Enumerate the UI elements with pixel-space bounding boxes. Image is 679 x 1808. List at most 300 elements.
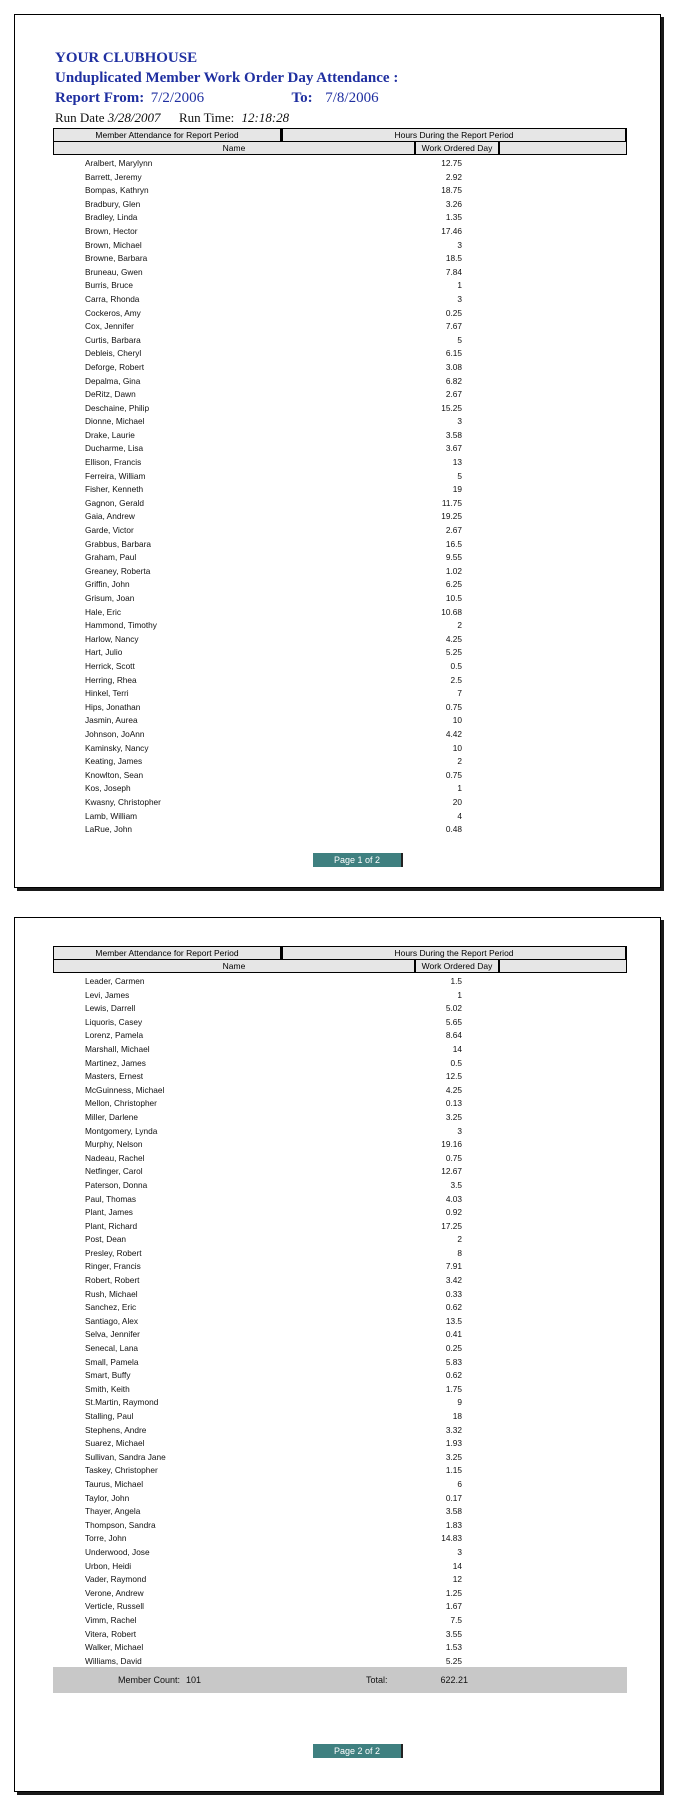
table-row: [53, 1193, 627, 1207]
work-ordered-hours: 19.16: [441, 1139, 462, 1150]
member-name: Miller, Darlene: [85, 1111, 139, 1122]
table-row: [53, 483, 627, 497]
work-ordered-hours: 1.25: [445, 1587, 462, 1598]
table-row: [53, 1043, 627, 1057]
work-ordered-hours: 3: [457, 1125, 462, 1136]
report-from-label: Report From:: [55, 90, 145, 106]
member-name: Lorenz, Pamela: [85, 1030, 144, 1041]
table-row: [53, 198, 627, 212]
member-name: Thompson, Sandra: [85, 1519, 156, 1530]
org-title: YOUR CLUBHOUSE: [55, 50, 198, 66]
table-row: [53, 497, 627, 511]
member-name: Bradley, Linda: [85, 212, 138, 223]
work-ordered-hours: 14: [452, 1560, 462, 1571]
table-row: [53, 728, 627, 742]
work-ordered-hours: 9: [457, 1397, 462, 1408]
work-ordered-hours: 0.25: [445, 307, 462, 318]
work-ordered-hours: 3: [457, 239, 462, 250]
work-ordered-hours: 0.5: [450, 1057, 462, 1068]
member-name: Rush, Michael: [85, 1288, 138, 1299]
member-name: Carra, Rhonda: [85, 293, 140, 304]
member-name: Ringer, Francis: [85, 1261, 141, 1272]
member-name: Small, Pamela: [85, 1356, 139, 1367]
member-name: Grisum, Joan: [85, 593, 135, 603]
work-ordered-hours: 7.5: [450, 1614, 462, 1625]
member-name: Liquoris, Casey: [85, 1016, 143, 1027]
work-ordered-hours: 2.67: [445, 389, 462, 400]
work-ordered-hours: 5.02: [445, 1003, 462, 1014]
member-name: Williams, David: [85, 1655, 142, 1666]
work-ordered-hours: 14.83: [441, 1533, 462, 1544]
work-ordered-hours: 4.25: [445, 1084, 462, 1095]
table-row: [53, 1247, 627, 1261]
member-name: Keating, James: [85, 756, 143, 767]
table-row: [53, 1396, 627, 1410]
report-title: Unduplicated Member Work Order Day Attendance :: [55, 70, 399, 86]
work-ordered-hours: 3.58: [445, 1506, 462, 1517]
work-ordered-hours: 1.67: [445, 1601, 462, 1612]
work-ordered-hours: 5.25: [445, 647, 462, 658]
member-name: Underwood, Jose: [85, 1546, 150, 1557]
work-ordered-hours: 18.75: [441, 185, 462, 196]
member-name: Martinez, James: [85, 1057, 146, 1068]
member-name: Montgomery, Lynda: [85, 1125, 158, 1136]
table-row: [53, 975, 627, 989]
table-row: [53, 592, 627, 606]
member-name: Hammond, Timothy: [85, 620, 157, 631]
work-ordered-hours: 13: [452, 457, 462, 468]
run-date-value: 3/28/2007: [107, 110, 161, 125]
work-ordered-hours: 0.41: [445, 1329, 462, 1340]
work-ordered-hours: 6: [457, 1478, 462, 1489]
member-name: Kos, Joseph: [85, 783, 131, 794]
member-name: LaRue, John: [85, 824, 133, 835]
member-name: DeRitz, Dawn: [85, 389, 136, 400]
table-row: [53, 1532, 627, 1546]
table-row: [53, 1016, 627, 1030]
work-ordered-hours: 1.75: [445, 1383, 462, 1394]
table-row: [53, 606, 627, 620]
table-row: [53, 1492, 627, 1506]
member-name: Deforge, Robert: [85, 361, 145, 372]
run-time-label: Run Time:: [178, 110, 235, 125]
table-row: [53, 755, 627, 769]
work-ordered-hours: 1: [457, 783, 462, 794]
work-ordered-hours: 4.42: [445, 728, 462, 739]
work-ordered-hours: 4.25: [445, 633, 462, 644]
work-ordered-hours: 7.67: [445, 321, 462, 332]
table-row: [53, 1464, 627, 1478]
member-name: Stephens, Andre: [85, 1424, 147, 1435]
table-row: [53, 687, 627, 701]
table-row: [53, 1505, 627, 1519]
work-ordered-hours: 0.75: [445, 769, 462, 780]
member-name: Cockeros, Amy: [85, 307, 141, 318]
table-row: [53, 1288, 627, 1302]
table-row: [53, 470, 627, 484]
table-row: [53, 674, 627, 688]
member-name: Ducharme, Lisa: [85, 443, 144, 454]
report-page-2: [14, 917, 661, 1792]
table-row: [53, 823, 627, 837]
page-indicator: Page 1 of 2: [313, 853, 403, 867]
work-ordered-hours: 15.25: [441, 402, 462, 413]
member-name: Sanchez, Eric: [85, 1302, 137, 1313]
member-name: Selva, Jennifer: [85, 1329, 140, 1340]
table-row: [53, 402, 627, 416]
table-row: [53, 1628, 627, 1642]
table-row: [53, 307, 627, 321]
table-row: [53, 1274, 627, 1288]
member-name: Depalma, Gina: [85, 375, 141, 386]
member-name: Griffin, John: [85, 579, 130, 590]
work-ordered-day-column-header: Work Ordered Day: [415, 141, 499, 155]
work-ordered-hours: 6.15: [445, 348, 462, 359]
table-row: [53, 989, 627, 1003]
work-ordered-hours: 17.25: [441, 1220, 462, 1231]
member-name: Knowlton, Sean: [85, 769, 144, 780]
member-name: Presley, Robert: [85, 1247, 142, 1258]
table-row: [53, 1369, 627, 1383]
work-ordered-hours: 14: [452, 1043, 462, 1054]
table-row: [53, 646, 627, 660]
work-ordered-hours: 0.62: [445, 1302, 462, 1313]
member-name: Brown, Hector: [85, 225, 138, 236]
member-name: Drake, Laurie: [85, 429, 135, 440]
work-ordered-hours: 1.93: [445, 1438, 462, 1449]
table-row: [53, 701, 627, 715]
work-ordered-hours: 10.68: [441, 606, 462, 617]
table-row: [53, 266, 627, 280]
work-ordered-hours: 1.15: [445, 1465, 462, 1476]
member-name: Aralbert, Marylynn: [85, 158, 153, 168]
member-name: Netfinger, Carol: [85, 1166, 143, 1177]
hours-header: Hours During the Report Period: [282, 946, 627, 960]
work-ordered-hours: 9.55: [445, 552, 462, 563]
work-ordered-hours: 12: [452, 1574, 462, 1585]
table-row: [53, 157, 627, 171]
member-name: Stalling, Paul: [85, 1411, 134, 1421]
work-ordered-hours: 16.5: [445, 538, 462, 549]
table-row: [53, 239, 627, 253]
work-ordered-hours: 7.84: [445, 266, 462, 277]
member-name: Sullivan, Sandra Jane: [85, 1451, 166, 1462]
member-name: Torre, John: [85, 1533, 127, 1544]
table-row: [53, 538, 627, 552]
member-name: Paul, Thomas: [85, 1193, 137, 1204]
work-ordered-hours: 10: [452, 715, 462, 726]
table-row: [53, 1125, 627, 1139]
table-row: [53, 714, 627, 728]
member-name: Vimm, Rachel: [85, 1614, 137, 1625]
work-ordered-hours: 5.83: [445, 1356, 462, 1367]
work-ordered-hours: 2: [457, 1234, 462, 1245]
work-ordered-hours: 2.5: [450, 674, 462, 685]
table-row: [53, 810, 627, 824]
table-row: [53, 456, 627, 470]
table-row: [53, 1220, 627, 1234]
member-name: Ellison, Francis: [85, 457, 142, 468]
member-name: Herrick, Scott: [85, 660, 135, 671]
member-name: Burris, Bruce: [85, 280, 133, 291]
member-name: Gagnon, Gerald: [85, 497, 145, 508]
member-name: Hips, Jonathan: [85, 701, 141, 712]
member-name: Marshall, Michael: [85, 1043, 150, 1054]
work-ordered-hours: 0.75: [445, 701, 462, 712]
work-ordered-hours: 5: [457, 334, 462, 345]
member-name: Bradbury, Glen: [85, 198, 141, 209]
work-ordered-hours: 18.5: [445, 253, 462, 264]
member-name: Graham, Paul: [85, 552, 137, 563]
table-row: [53, 769, 627, 783]
work-ordered-hours: 10.5: [445, 593, 462, 603]
work-ordered-hours: 2.92: [445, 171, 462, 182]
work-ordered-hours: 13.5: [445, 1315, 462, 1326]
table-row: [53, 1587, 627, 1601]
member-name: Cox, Jennifer: [85, 321, 134, 332]
work-ordered-hours: 7: [457, 688, 462, 699]
member-name: Grabbus, Barbara: [85, 538, 151, 549]
member-name: Johnson, JoAnn: [85, 728, 145, 739]
member-name: McGuinness, Michael: [85, 1084, 165, 1095]
work-ordered-hours: 12.75: [441, 158, 462, 168]
work-ordered-hours: 0.33: [445, 1288, 462, 1299]
table-row: [53, 334, 627, 348]
work-ordered-hours: 3: [457, 1546, 462, 1557]
work-ordered-hours: 8: [457, 1247, 462, 1258]
table-row: [53, 211, 627, 225]
work-ordered-hours: 7.91: [445, 1261, 462, 1272]
work-ordered-hours: 12.5: [445, 1071, 462, 1082]
table-row: [53, 1179, 627, 1193]
member-name: Garde, Victor: [85, 525, 134, 536]
work-ordered-hours: 6.82: [445, 375, 462, 386]
attendance-list-page-2: [53, 975, 627, 1668]
table-row: [53, 565, 627, 579]
member-name: Gaia, Andrew: [85, 511, 135, 522]
work-ordered-hours: 5.65: [445, 1016, 462, 1027]
page-indicator: Page 2 of 2: [313, 1744, 403, 1758]
work-ordered-hours: 3.55: [445, 1628, 462, 1639]
member-name: Levi, James: [85, 989, 130, 1000]
member-name: Santiago, Alex: [85, 1315, 139, 1326]
member-name: Urbon, Heidi: [85, 1560, 132, 1571]
work-ordered-hours: 3.32: [445, 1424, 462, 1435]
member-count-value: 101: [186, 1675, 202, 1685]
work-ordered-hours: 1: [457, 989, 462, 1000]
table-row: [53, 429, 627, 443]
table-row: [53, 279, 627, 293]
total-label: Total:: [366, 1675, 388, 1685]
summary-bar: [53, 1667, 627, 1693]
table-row: [53, 375, 627, 389]
member-name: Nadeau, Rachel: [85, 1152, 145, 1163]
table-row: [53, 184, 627, 198]
member-name: Vitera, Robert: [85, 1628, 137, 1639]
table-row: [53, 1410, 627, 1424]
table-row: [53, 388, 627, 402]
table-row: [53, 1573, 627, 1587]
run-date-label: Run Date: [55, 110, 105, 125]
total-value: 622.21: [440, 1675, 468, 1685]
table-row: [53, 1383, 627, 1397]
member-name: Taylor, John: [85, 1492, 130, 1503]
work-ordered-hours: 5: [457, 470, 462, 481]
member-name: Plant, Richard: [85, 1220, 138, 1231]
member-name: Brown, Michael: [85, 239, 142, 250]
member-name: Verone, Andrew: [85, 1587, 144, 1598]
work-ordered-hours: 3.26: [445, 198, 462, 209]
work-ordered-hours: 3: [457, 416, 462, 427]
member-name: Jasmin, Aurea: [85, 715, 138, 726]
member-attendance-header: Member Attendance for Report Period: [53, 128, 282, 142]
member-name: Taurus, Michael: [85, 1478, 144, 1489]
table-row: [53, 1424, 627, 1438]
member-name: Kaminsky, Nancy: [85, 742, 149, 753]
member-name: Lamb, William: [85, 810, 138, 821]
hours-header: Hours During the Report Period: [282, 128, 627, 142]
table-row: [53, 510, 627, 524]
table-row: [53, 742, 627, 756]
name-column-header: Name: [53, 959, 415, 973]
work-ordered-hours: 1.53: [445, 1642, 462, 1653]
work-ordered-hours: 0.48: [445, 824, 462, 835]
member-name: Masters, Ernest: [85, 1071, 144, 1082]
table-row: [53, 442, 627, 456]
work-ordered-hours: 0.75: [445, 1152, 462, 1163]
table-row: [53, 578, 627, 592]
work-ordered-day-column-header: Work Ordered Day: [415, 959, 499, 973]
work-ordered-hours: 10: [452, 742, 462, 753]
table-row: [53, 1546, 627, 1560]
member-name: Leader, Carmen: [85, 976, 145, 986]
work-ordered-hours: 3.42: [445, 1275, 462, 1286]
work-ordered-hours: 3.25: [445, 1111, 462, 1122]
table-row: [53, 1614, 627, 1628]
member-name: Verticle, Russell: [85, 1601, 145, 1612]
table-row: [53, 361, 627, 375]
table-row: [53, 1519, 627, 1533]
member-name: Murphy, Nelson: [85, 1139, 143, 1150]
table-row: [53, 1260, 627, 1274]
member-name: Plant, James: [85, 1207, 133, 1218]
table-row: [53, 1029, 627, 1043]
table-header: [53, 946, 627, 974]
work-ordered-hours: 11.75: [441, 497, 462, 508]
member-name: St.Martin, Raymond: [85, 1397, 159, 1408]
member-name: Thayer, Angela: [85, 1506, 141, 1517]
work-ordered-hours: 18: [452, 1411, 462, 1421]
member-name: Hart, Julio: [85, 647, 123, 658]
name-column-header: Name: [53, 141, 415, 155]
work-ordered-hours: 0.13: [445, 1098, 462, 1109]
member-name: Senecal, Lana: [85, 1343, 139, 1354]
member-name: Vader, Raymond: [85, 1574, 147, 1585]
member-name: Deschaine, Philip: [85, 402, 150, 413]
table-row: [53, 1451, 627, 1465]
member-name: Greaney, Roberta: [85, 565, 151, 576]
member-name: Curtis, Barbara: [85, 334, 141, 345]
work-ordered-hours: 5.25: [445, 1655, 462, 1666]
member-name: Mellon, Christopher: [85, 1098, 157, 1109]
run-time-value: 12:18:28: [241, 110, 290, 125]
work-ordered-hours: 0.5: [450, 660, 462, 671]
report-date-range: [55, 90, 379, 107]
work-ordered-hours: 3.67: [445, 443, 462, 454]
empty-header-cell: [499, 141, 627, 155]
table-row: [53, 1301, 627, 1315]
member-name: Dionne, Michael: [85, 416, 145, 427]
table-row: [53, 782, 627, 796]
table-row: [53, 1315, 627, 1329]
table-row: [53, 633, 627, 647]
work-ordered-hours: 19: [452, 484, 462, 495]
work-ordered-hours: 1.5: [450, 976, 462, 986]
table-row: [53, 1641, 627, 1655]
work-ordered-hours: 3.5: [450, 1179, 462, 1190]
table-row: [53, 1600, 627, 1614]
work-ordered-hours: 4.03: [445, 1193, 462, 1204]
table-row: [53, 1057, 627, 1071]
work-ordered-hours: 3.58: [445, 429, 462, 440]
table-row: [53, 225, 627, 239]
table-row: [53, 1560, 627, 1574]
report-page-1: [14, 14, 661, 888]
table-row: [53, 293, 627, 307]
table-row: [53, 1165, 627, 1179]
member-name: Barrett, Jeremy: [85, 171, 142, 182]
table-row: [53, 171, 627, 185]
work-ordered-hours: 2: [457, 756, 462, 767]
work-ordered-hours: 2: [457, 620, 462, 631]
work-ordered-hours: 12.67: [441, 1166, 462, 1177]
member-name: Ferreira, William: [85, 470, 146, 481]
report-from-value: 7/2/2006: [150, 90, 205, 106]
table-row: [53, 1437, 627, 1451]
work-ordered-hours: 8.64: [445, 1030, 462, 1041]
table-row: [53, 1478, 627, 1492]
work-ordered-hours: 1.35: [445, 212, 462, 223]
member-name: Hinkel, Terri: [85, 688, 129, 699]
table-row: [53, 415, 627, 429]
to-label: To:: [291, 90, 313, 106]
table-row: [53, 1097, 627, 1111]
table-row: [53, 619, 627, 633]
member-name: Paterson, Donna: [85, 1179, 148, 1190]
work-ordered-hours: 0.92: [445, 1207, 462, 1218]
empty-header-cell: [499, 959, 627, 973]
member-name: Debleis, Cheryl: [85, 348, 142, 359]
table-row: [53, 660, 627, 674]
work-ordered-hours: 1.02: [445, 565, 462, 576]
table-row: [53, 1138, 627, 1152]
table-row: [53, 1152, 627, 1166]
member-name: Kwasny, Christopher: [85, 796, 161, 807]
run-info: [55, 110, 289, 126]
member-attendance-header: Member Attendance for Report Period: [53, 946, 282, 960]
table-row: [53, 551, 627, 565]
table-row: [53, 1342, 627, 1356]
table-row: [53, 1002, 627, 1016]
table-row: [53, 1070, 627, 1084]
work-ordered-hours: 0.25: [445, 1343, 462, 1354]
member-name: Harlow, Nancy: [85, 633, 139, 644]
table-row: [53, 524, 627, 538]
table-row: [53, 1084, 627, 1098]
table-header: [53, 128, 627, 156]
work-ordered-hours: 19.25: [441, 511, 462, 522]
member-name: Hale, Eric: [85, 606, 121, 617]
